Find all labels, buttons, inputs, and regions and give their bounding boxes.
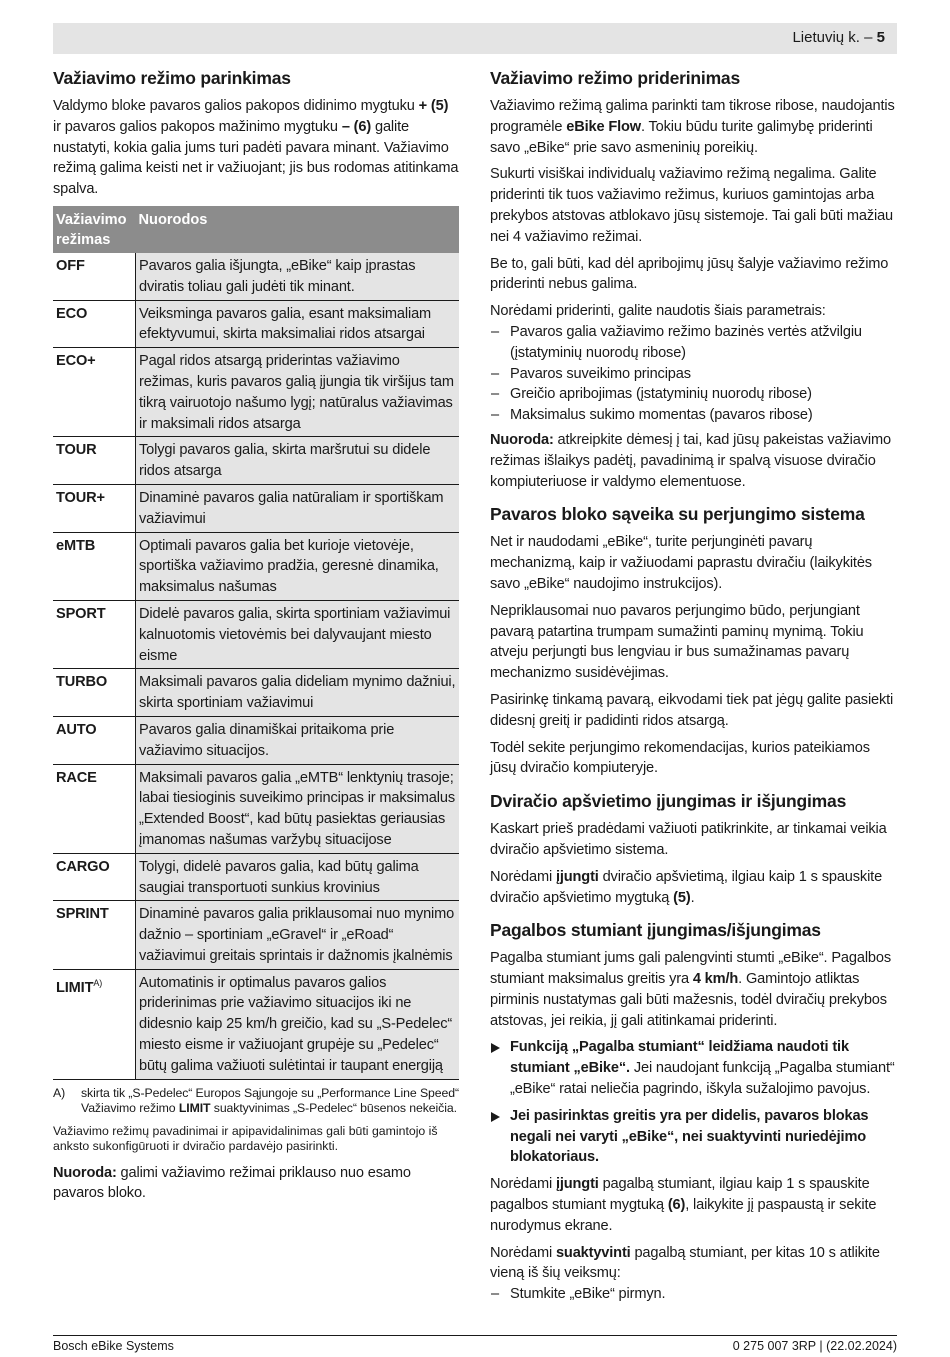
paragraph: Sukurti visiškai individualų važiavimo režimą negalima. Galite priderinti tik tuos važiavimo režimus, kuriuos gamintojas arba prekybos atstovas atblokavo jūsų sistemoje. Tai gali būti mažiau nei 4 važiavimo režimai. [490,166,894,245]
footnote-mark: A) [53,1085,66,1100]
small-note: Važiavimo režimų pavadinimai ir apipavidalinimas gali būti gamintojo iš anksto sukonfigūruoti ir dviračio pardavėjo pasirinkti. [53,1123,438,1154]
section-title-gear-shifting: Pavaros bloko sąveika su perjungimo sistema [490,504,865,525]
paragraph: Važiavimo režimą galima parinkti tam tikrose ribose, naudojantis programėle eBike Flow. Tokiu būdu turite galimybę priderinti savo „eBike“ prie savo asmeninių poreikių. [490,98,895,156]
page-header [792,29,885,46]
mode-description: Tolygi, didelė pavaros galia, kad būtų galima saugiai transportuoti sunkius krovinius [136,853,460,901]
mode-selection-intro: Valdymo bloke pavaros galios pakopos didinimo mygtuku + (5) ir pavaros galios pakopos mažinimo mygtuku – (6) galite nustatyti, kokia galia jums turi padėti pavara minant. Važiavimo režimą galima keisti net ir važiuojant; jis bus rodomas atitinkama spalva. [53,98,459,198]
mode-description: Maksimali pavaros galia „eMTB“ lenktynių trasoje; labai tiesioginis suveikimo principas ir maksimalus „Extended Boost“, kad būtų pasiektas geriausias įmanomas našumas varžybų situacijose [136,764,460,853]
mode-description: Dinaminė pavaros galia priklausomai nuo mynimo dažnio – sportiniam „eGravel“ ir „eRoad“ važiavimui greitais sprintais ir dažnomis įkalnėmis [136,901,460,969]
page-header-bar [53,23,897,54]
paragraph: Pagalba stumiant jums gali palengvinti stumti „eBike“. Pagalbos stumiant maksimalus greitis yra 4 km/h. Gamintojo atliktas pirminis nustatymas gali būti mažesnis, todėl dviračių prekybos atstovas, jei reikia, jį gali atitinkamai priderinti. [490,950,892,1029]
paragraph: Net ir naudodami „eBike“, turite perjunginėti pavarų mechanizmą, kaip ir važiuodami paprastu dviračiu (laikykitės savo „eBike“ naudojimo instrukcijos). [490,534,872,592]
right-column [490,66,898,1315]
paragraph: Norėdami įjungti dviračio apšvietimą, ilgiau kaip 1 s spauskite dviračio apšvietimo mygtuką (5). [490,868,883,906]
footnote-text-1: skirta tik „S-Pedelec“ Europos Sąjungoje su „Performance Line Speed“ [81,1085,460,1100]
table-footnote [53,1086,459,1116]
header-language: Lietuvių k. – [792,29,873,46]
warning-item [490,1037,898,1099]
mode-name: ECO [53,300,136,348]
section-push-assist [490,918,898,1305]
mode-description: Maksimali pavaros galia dideliam mynimo dažniui, skirta sportiniam važiavimui [136,669,460,717]
mode-row [53,253,459,300]
section-lights [490,789,898,908]
paragraph: Pasirinkę tinkamą pavarą, eikvodami tiek pat jėgų galite pasiekti didesnį greitį ir padidinti ridos atsargą. [490,691,894,729]
warning-item [490,1106,898,1168]
warning-text: Funkciją „Pagalba stumiant“ leidžiama naudoti tik stumiant „eBike“. Jei naudojant funkciją „Pagalba stumiant“ „eBike“ ratai neliečia pagrindo, iškyla sužalojimo pavojus. [510,1039,895,1098]
parameters-list [490,322,898,426]
paragraph: Nepriklausomai nuo pavaros perjungimo būdo, perjungiant pavarą patartina trumpam sumažinti paminų mynimą. Tokiu atveju perjungti bus lengviau ir bus sumažinamas pavarų mechanizmo susidėvėjimas. [490,602,864,682]
mode-name: RACE [53,764,136,853]
mode-description: Automatinis ir optimalus pavaros galios priderinimas prie važiavimo situacijos iki ne didesnio kaip 25 km/h greičio, kad su „S-Pedelec“ miesto eisme ir važiuojant grupėje su „Pedelec“ būtų galima važiuoti sulėtintai ir taupant energiją [136,969,460,1079]
mode-row [53,764,459,853]
list-item: – Pavaros suveikimo principas [490,364,898,385]
mode-row [53,901,459,969]
mode-description: Veiksminga pavaros galia, esant maksimaliam efektyvumui, skirta maksimaliai ridos atsargai [136,300,460,348]
left-column [53,66,459,1210]
mode-name: TURBO [53,669,136,717]
section-mode-adjustment [490,66,898,492]
warning-arrow-icon [491,1112,500,1122]
actions-list [490,1284,898,1305]
list-item: – Stumkite „eBike“ pirmyn. [490,1284,898,1305]
footer-publisher: Bosch eBike Systems [53,1339,174,1353]
mode-row [53,853,459,901]
mode-name: SPORT [53,600,136,668]
page-number: 5 [876,29,885,46]
modes-table [53,206,459,1080]
section-title-push-assist: Pagalbos stumiant įjungimas/išjungimas [490,920,821,941]
mode-description: Pavaros galia išjungta, „eBike“ kaip įprastas dviratis toliau gali judėti tik minant. [136,253,460,300]
mode-name: AUTO [53,716,136,764]
mode-row [53,484,459,532]
mode-row [53,437,459,485]
modes-table-header [53,206,459,253]
footnote-text-2: Važiavimo režimo LIMIT suaktyvinimas „S-Pedelec“ būsenos nekeičia. [81,1100,457,1115]
list-item: – Greičio apribojimas (įstatyminių nuorodų ribose) [490,384,898,405]
paragraph: Norėdami įjungti pagalbą stumiant, ilgiau kaip 1 s spauskite pagalbos stumiant mygtuką (6), laikykite jį paspaustą ir sekite nurodymus ekrane. [490,1176,877,1234]
mode-row [53,669,459,717]
mode-name: OFF [53,253,136,300]
paragraph: Be to, gali būti, kad dėl apribojimų jūsų šalyje važiavimo režimo priderinti nebus galima. [490,255,889,293]
mode-description: Pagal ridos atsargą priderintas važiavimo režimas, kuris pavaros galią įjungia tik viršijus tam tikrą vairuotojo našumo lygį; natūralus važiavimas ir maksimali ridos atsarga [136,348,460,437]
mode-name: eMTB [53,532,136,600]
section-gear-shifting [490,502,898,779]
mode-row [53,716,459,764]
mode-name: SPRINT [53,901,136,969]
warning-text: Jei pasirinktas greitis yra per didelis, pavaros blokas negali nei varyti „eBike“, nei suaktyvinti nuriedėjimo blokatoriaus. [510,1107,869,1166]
mode-row [53,532,459,600]
mode-name: TOUR+ [53,484,136,532]
list-item: – Pavaros galia važiavimo režimo bazinės vertės atžvilgiu (įstatyminių nuorodų ribose) [490,322,898,364]
mode-description: Didelė pavaros galia, skirta sportiniam važiavimui kalnuotomis vietovėmis bei dalyvaujant miesto eisme [136,600,460,668]
warning-arrow-icon [491,1043,500,1053]
mode-description: Pavaros galia dinamiškai pritaikoma prie važiavimo situacijos. [136,716,460,764]
drive-unit-note: Nuoroda: galimi važiavimo režimai priklauso nuo esamo pavaros bloko. [53,1164,411,1202]
section-title-lights: Dviračio apšvietimo įjungimas ir išjungimas [490,791,847,812]
paragraph: Norėdami suaktyvinti pagalbą stumiant, per kitas 10 s atlikite vieną iš šių veiksmų: [490,1244,880,1282]
mode-row [53,348,459,437]
mode-row [53,969,459,1079]
col-header-mode: Važiavimo režimas [53,206,136,253]
mode-row [53,300,459,348]
paragraph: Kaskart prieš pradėdami važiuoti patikrinkite, ar tinkamai veikia dviračio apšvietimo sistema. [490,821,887,858]
section-title-mode-selection: Važiavimo režimo parinkimas [53,68,291,88]
col-header-notes: Nuorodos [136,206,460,253]
mode-name: ECO+ [53,348,136,437]
footer-doc-number: 0 275 007 3RP | (22.02.2024) [732,1339,897,1353]
mode-name: $LIMIT^{A)}$ [53,969,136,1079]
paragraph: Norėdami priderinti, galite naudotis šiais parametrais: [490,303,826,320]
list-item: – Maksimalus sukimo momentas (pavaros ribose) [490,405,898,426]
page-footer [53,1335,897,1353]
mode-description: Dinaminė pavaros galia natūraliam ir sportiškam važiavimui [136,484,460,532]
section-title-mode-adjustment: Važiavimo režimo priderinimas [490,68,740,88]
paragraph: Todėl sekite perjungimo rekomendacijas, kurios pateikiamos jūsų dviračio kompiuteryje. [490,739,870,777]
mode-name: TOUR [53,437,136,485]
mode-row [53,600,459,668]
mode-description: Optimali pavaros galia bet kurioje vietovėje, sportiška važiavimo pradžia, geresnė dinamika, maksimalus našumas [136,532,460,600]
adjustment-note: Nuoroda: atkreipkite dėmesį į tai, kad jūsų pakeistas važiavimo režimas išlaikys padėtį, pavadinimą ir spalvą visuose dviračio kompiuteriuose ir valdymo elementuose. [490,431,891,490]
mode-description: Tolygi pavaros galia, skirta maršrutui su didele ridos atsarga [136,437,460,485]
mode-name: CARGO [53,853,136,901]
modes-table-body [53,253,459,1079]
